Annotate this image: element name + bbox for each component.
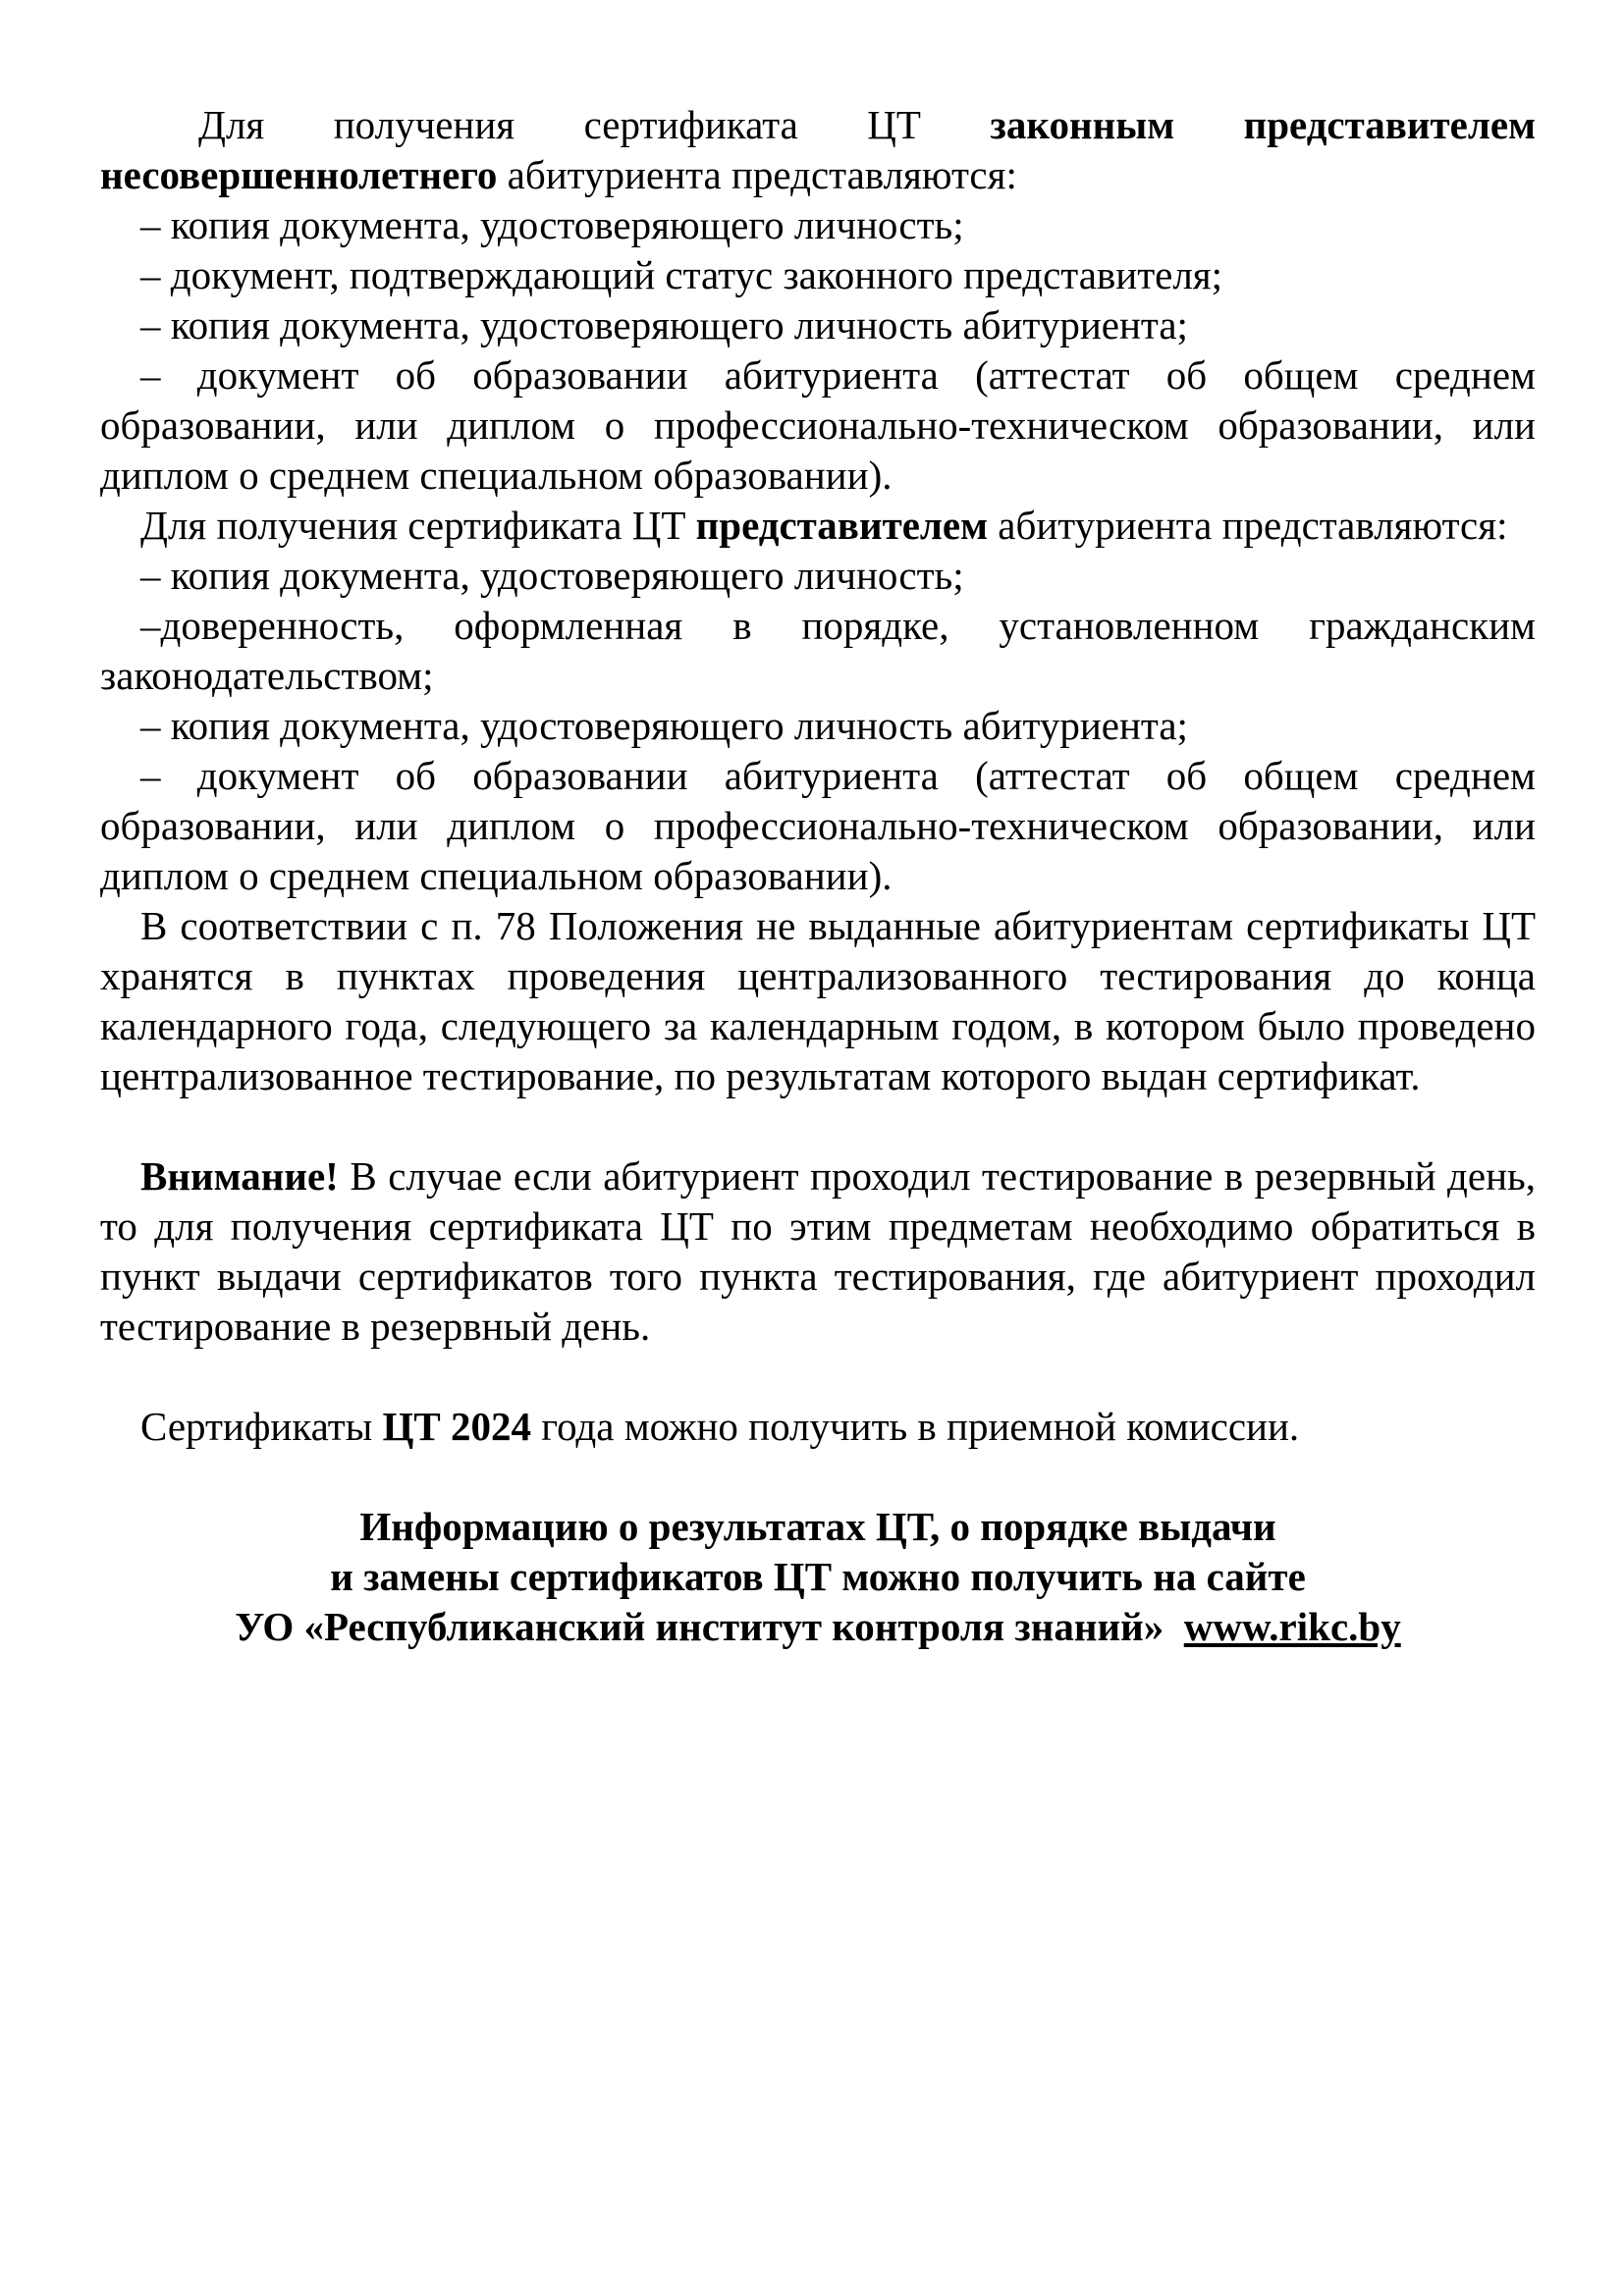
spacer [100, 1452, 1536, 1502]
storage-paragraph: В соответствии с п. 78 Положения не выданные абитуриентам сертификаты ЦТ хранятся в пунктах проведения централизованного тестирования до конца календарного года, следующего за календарным годом, в котором было проведено централизованное тестирование, по результатам которого выдан сертификат. [100, 903, 1536, 1098]
info-line: и замены сертификатов ЦТ можно получить на сайте [330, 1554, 1306, 1599]
section1-intro-text: Для получения сертификата ЦТ [198, 102, 991, 147]
spacer [100, 1101, 1536, 1151]
info-line: Информацию о результатах ЦТ, о порядке выдачи [359, 1504, 1276, 1549]
section1-intro-tail: абитуриента представляются: [497, 152, 1017, 197]
section2-item: – копия документа, удостоверяющего личность абитуриента; [140, 703, 1188, 748]
certificates-paragraph [100, 1402, 1536, 1452]
certificates-tail: года можно получить в приемной комиссии. [531, 1404, 1300, 1449]
certificates-bold: ЦТ 2024 [382, 1404, 532, 1449]
info-line-last [100, 1602, 1536, 1652]
certificates-text: Сертификаты [140, 1404, 383, 1449]
section2-item: – копия документа, удостоверяющего личность; [140, 553, 964, 598]
section1-intro [100, 100, 1536, 200]
section1-intro-bold: законным представителем несовершеннолетнего [100, 102, 1536, 197]
section2-intro-tail: абитуриента представляются: [988, 503, 1508, 548]
section2-item: –доверенность, оформленная в порядке, установленном гражданским законодательством; [100, 603, 1536, 698]
attention-label: Внимание! [140, 1153, 339, 1199]
section1-item: – документ, подтверждающий статус законного представителя; [140, 252, 1223, 297]
spacer [100, 1352, 1536, 1402]
section2-intro-bold: представителем [695, 503, 989, 548]
attention-paragraph [100, 1151, 1536, 1352]
website-link[interactable]: www.rikc.by [1183, 1604, 1401, 1649]
section2-intro-text: Для получения сертификата ЦТ [140, 503, 696, 548]
institute-name: УО «Республиканский институт контроля знаний» [235, 1604, 1164, 1649]
section1-item: – копия документа, удостоверяющего личность абитуриента; [140, 302, 1188, 347]
section2-intro [100, 501, 1536, 551]
section1-item: – копия документа, удостоверяющего личность; [140, 202, 964, 247]
attention-text: В случае если абитуриент проходил тестирование в резервный день, то для получения сертификата ЦТ по этим предметам необходимо обратиться в пункт выдачи сертификатов того пункта тестирования, где абитуриент проходил тестирование в резервный день. [100, 1153, 1536, 1349]
section2-item: – документ об образовании абитуриента (аттестат об общем среднем образовании, или диплом о профессионально-техническом образовании, или диплом о среднем специальном образовании). [100, 753, 1536, 898]
section1-item: – документ об образовании абитуриента (аттестат об общем среднем образовании, или диплом о профессионально-техническом образовании, или диплом о среднем специальном образовании). [100, 352, 1536, 498]
